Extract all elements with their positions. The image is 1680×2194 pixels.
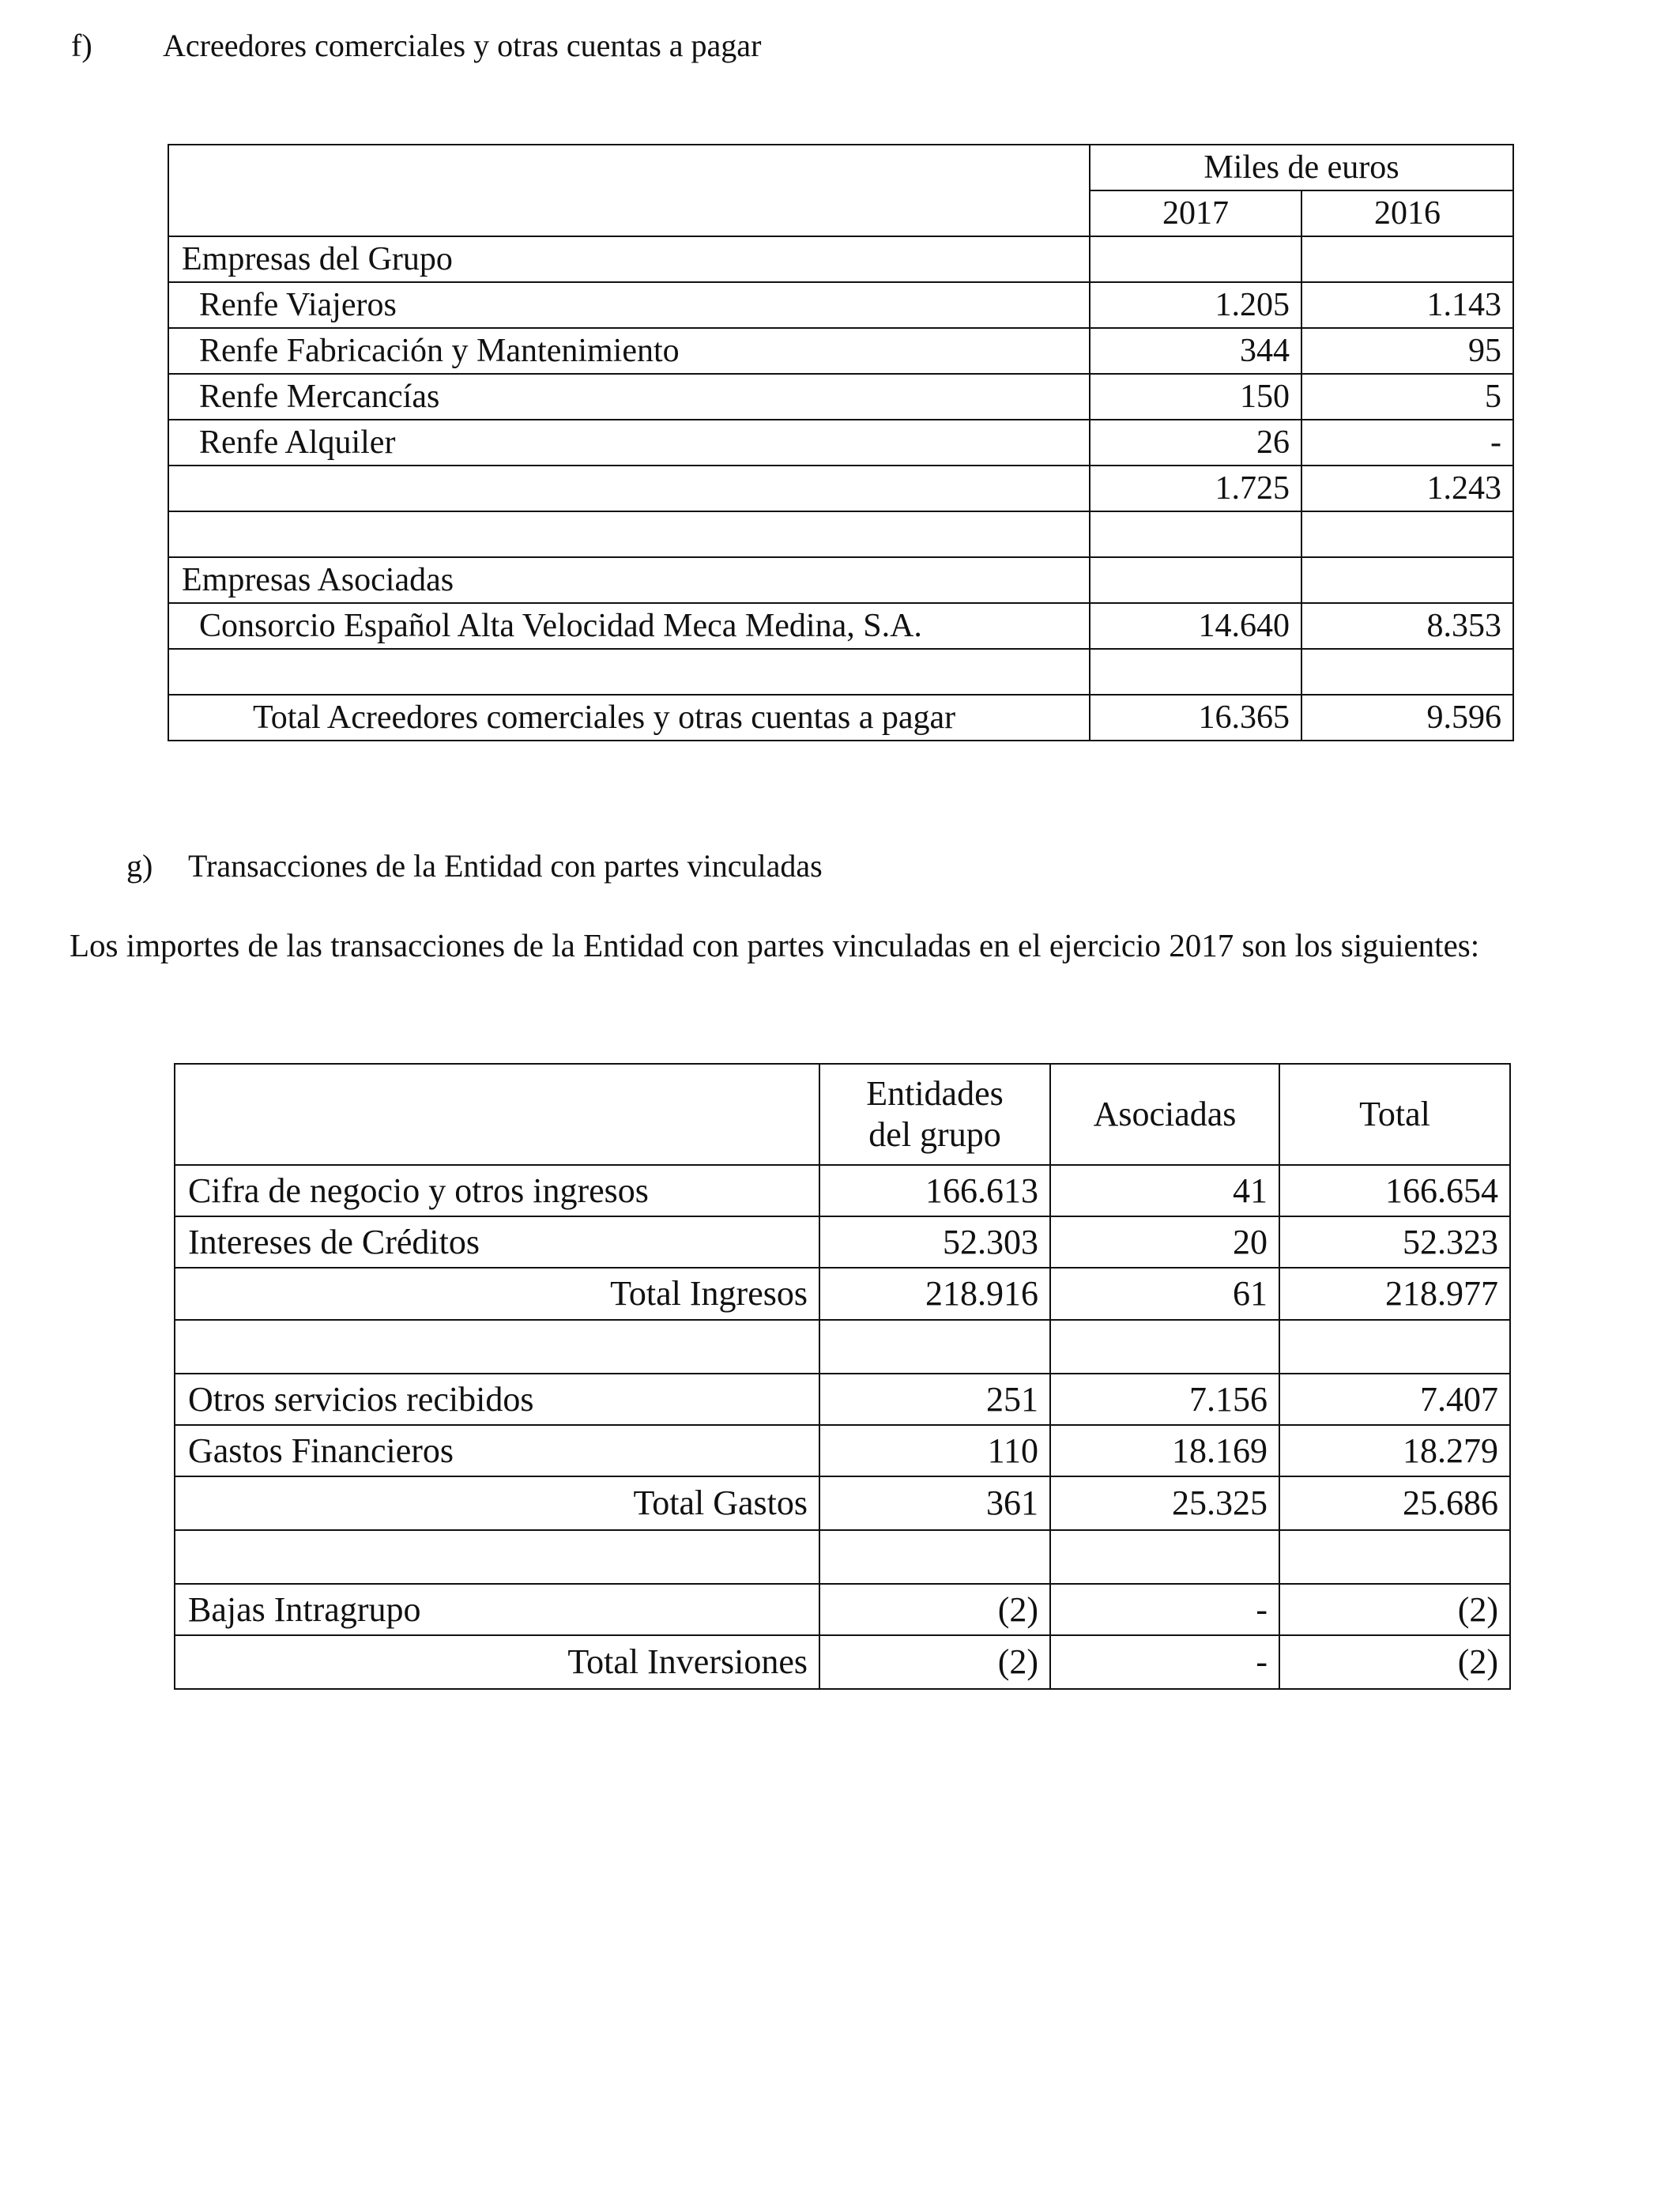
table-header-row xyxy=(175,1064,1510,1165)
value-grupo xyxy=(819,1530,1050,1584)
value-2016: - xyxy=(1301,420,1513,466)
value-grupo xyxy=(819,1320,1050,1374)
value-2017: 344 xyxy=(1090,328,1301,374)
table-row xyxy=(168,328,1513,374)
table-row xyxy=(168,374,1513,420)
value-2017: 14.640 xyxy=(1090,603,1301,649)
value-2017: 1.725 xyxy=(1090,466,1301,511)
blank-row xyxy=(168,511,1513,557)
row-label: Total Gastos xyxy=(175,1476,819,1530)
row-label xyxy=(168,511,1090,557)
value-asociadas: 25.325 xyxy=(1050,1476,1279,1530)
value-2016: 1.243 xyxy=(1301,466,1513,511)
value-2017: 16.365 xyxy=(1090,695,1301,741)
value-2017 xyxy=(1090,236,1301,282)
row-label: Renfe Viajeros xyxy=(168,282,1090,328)
blank-row xyxy=(175,1320,1510,1374)
value-2017: 150 xyxy=(1090,374,1301,420)
value-2016 xyxy=(1301,557,1513,603)
value-total: 218.977 xyxy=(1279,1268,1510,1320)
section-f-title: Acreedores comerciales y otras cuentas a pagar xyxy=(163,28,762,63)
table-row xyxy=(168,557,1513,603)
total-row xyxy=(175,1635,1510,1689)
value-2017 xyxy=(1090,557,1301,603)
row-label xyxy=(168,649,1090,695)
row-label: Gastos Financieros xyxy=(175,1425,819,1476)
value-total: (2) xyxy=(1279,1635,1510,1689)
row-label: Renfe Alquiler xyxy=(168,420,1090,466)
row-label xyxy=(168,466,1090,511)
table-row xyxy=(175,1425,1510,1476)
table-row xyxy=(175,1584,1510,1635)
value-grupo: 166.613 xyxy=(819,1165,1050,1216)
value-asociadas: - xyxy=(1050,1635,1279,1689)
row-label: Renfe Fabricación y Mantenimiento xyxy=(168,328,1090,374)
value-total xyxy=(1279,1530,1510,1584)
value-2017: 26 xyxy=(1090,420,1301,466)
value-asociadas: 18.169 xyxy=(1050,1425,1279,1476)
header-blank-cell xyxy=(175,1064,819,1165)
value-asociadas xyxy=(1050,1320,1279,1374)
value-2016: 8.353 xyxy=(1301,603,1513,649)
value-asociadas xyxy=(1050,1530,1279,1584)
value-grupo: 110 xyxy=(819,1425,1050,1476)
row-label xyxy=(175,1320,819,1374)
col-header-total: Total xyxy=(1279,1064,1510,1165)
total-row xyxy=(168,695,1513,741)
row-label: Renfe Mercancías xyxy=(168,374,1090,420)
value-grupo: (2) xyxy=(819,1584,1050,1635)
row-label: Cifra de negocio y otros ingresos xyxy=(175,1165,819,1216)
row-label xyxy=(175,1530,819,1584)
row-label: Total Inversiones xyxy=(175,1635,819,1689)
row-label: Otros servicios recibidos xyxy=(175,1374,819,1425)
table-row xyxy=(175,1216,1510,1268)
col-header-grupo-line2: del grupo xyxy=(868,1115,1001,1154)
row-label: Bajas Intragrupo xyxy=(175,1584,819,1635)
value-total: 166.654 xyxy=(1279,1165,1510,1216)
value-grupo: (2) xyxy=(819,1635,1050,1689)
value-2016 xyxy=(1301,236,1513,282)
value-total: 18.279 xyxy=(1279,1425,1510,1476)
value-grupo: 218.916 xyxy=(819,1268,1050,1320)
value-2016: 5 xyxy=(1301,374,1513,420)
table-row xyxy=(168,420,1513,466)
col-header-grupo xyxy=(819,1064,1050,1165)
section-g-letter: g) xyxy=(126,848,153,884)
row-label: Total Acreedores comerciales y otras cuentas a pagar xyxy=(168,695,1090,741)
value-grupo: 361 xyxy=(819,1476,1050,1530)
row-label: Total Ingresos xyxy=(175,1268,819,1320)
value-2016 xyxy=(1301,511,1513,557)
section-g-title: Transacciones de la Entidad con partes vinculadas xyxy=(188,848,823,884)
value-2017 xyxy=(1090,649,1301,695)
row-label: Empresas del Grupo xyxy=(168,236,1090,282)
row-label: Empresas Asociadas xyxy=(168,557,1090,603)
unit-header: Miles de euros xyxy=(1090,145,1513,190)
table-row xyxy=(168,603,1513,649)
table-header-row xyxy=(168,145,1513,190)
value-2017: 1.205 xyxy=(1090,282,1301,328)
section-f-letter: f) xyxy=(71,28,92,63)
section-g-intro: Los importes de las transacciones de la Entidad con partes vinculadas en el ejercicio 2017 son los siguientes: xyxy=(70,927,1480,963)
value-total: 52.323 xyxy=(1279,1216,1510,1268)
value-total: (2) xyxy=(1279,1584,1510,1635)
transacciones-table xyxy=(174,1063,1511,1690)
total-row xyxy=(175,1476,1510,1530)
value-asociadas: - xyxy=(1050,1584,1279,1635)
col-header-asociadas: Asociadas xyxy=(1050,1064,1279,1165)
header-blank-cell xyxy=(168,145,1090,236)
value-grupo: 251 xyxy=(819,1374,1050,1425)
value-2016: 1.143 xyxy=(1301,282,1513,328)
value-grupo: 52.303 xyxy=(819,1216,1050,1268)
value-asociadas: 41 xyxy=(1050,1165,1279,1216)
col-header-grupo-line1: Entidades xyxy=(866,1074,1004,1113)
value-2016: 95 xyxy=(1301,328,1513,374)
value-total xyxy=(1279,1320,1510,1374)
table-row xyxy=(175,1374,1510,1425)
table-row xyxy=(175,1165,1510,1216)
value-asociadas: 61 xyxy=(1050,1268,1279,1320)
table-row xyxy=(168,236,1513,282)
blank-row xyxy=(168,649,1513,695)
row-label: Intereses de Créditos xyxy=(175,1216,819,1268)
year-2016-header: 2016 xyxy=(1301,190,1513,236)
year-2017-header: 2017 xyxy=(1090,190,1301,236)
total-row xyxy=(175,1268,1510,1320)
subtotal-row xyxy=(168,466,1513,511)
value-asociadas: 7.156 xyxy=(1050,1374,1279,1425)
value-2017 xyxy=(1090,511,1301,557)
acreedores-table xyxy=(168,144,1514,741)
value-2016 xyxy=(1301,649,1513,695)
table-row xyxy=(168,282,1513,328)
value-total: 7.407 xyxy=(1279,1374,1510,1425)
blank-row xyxy=(175,1530,1510,1584)
value-asociadas: 20 xyxy=(1050,1216,1279,1268)
row-label: Consorcio Español Alta Velocidad Meca Medina, S.A. xyxy=(168,603,1090,649)
value-total: 25.686 xyxy=(1279,1476,1510,1530)
value-2016: 9.596 xyxy=(1301,695,1513,741)
